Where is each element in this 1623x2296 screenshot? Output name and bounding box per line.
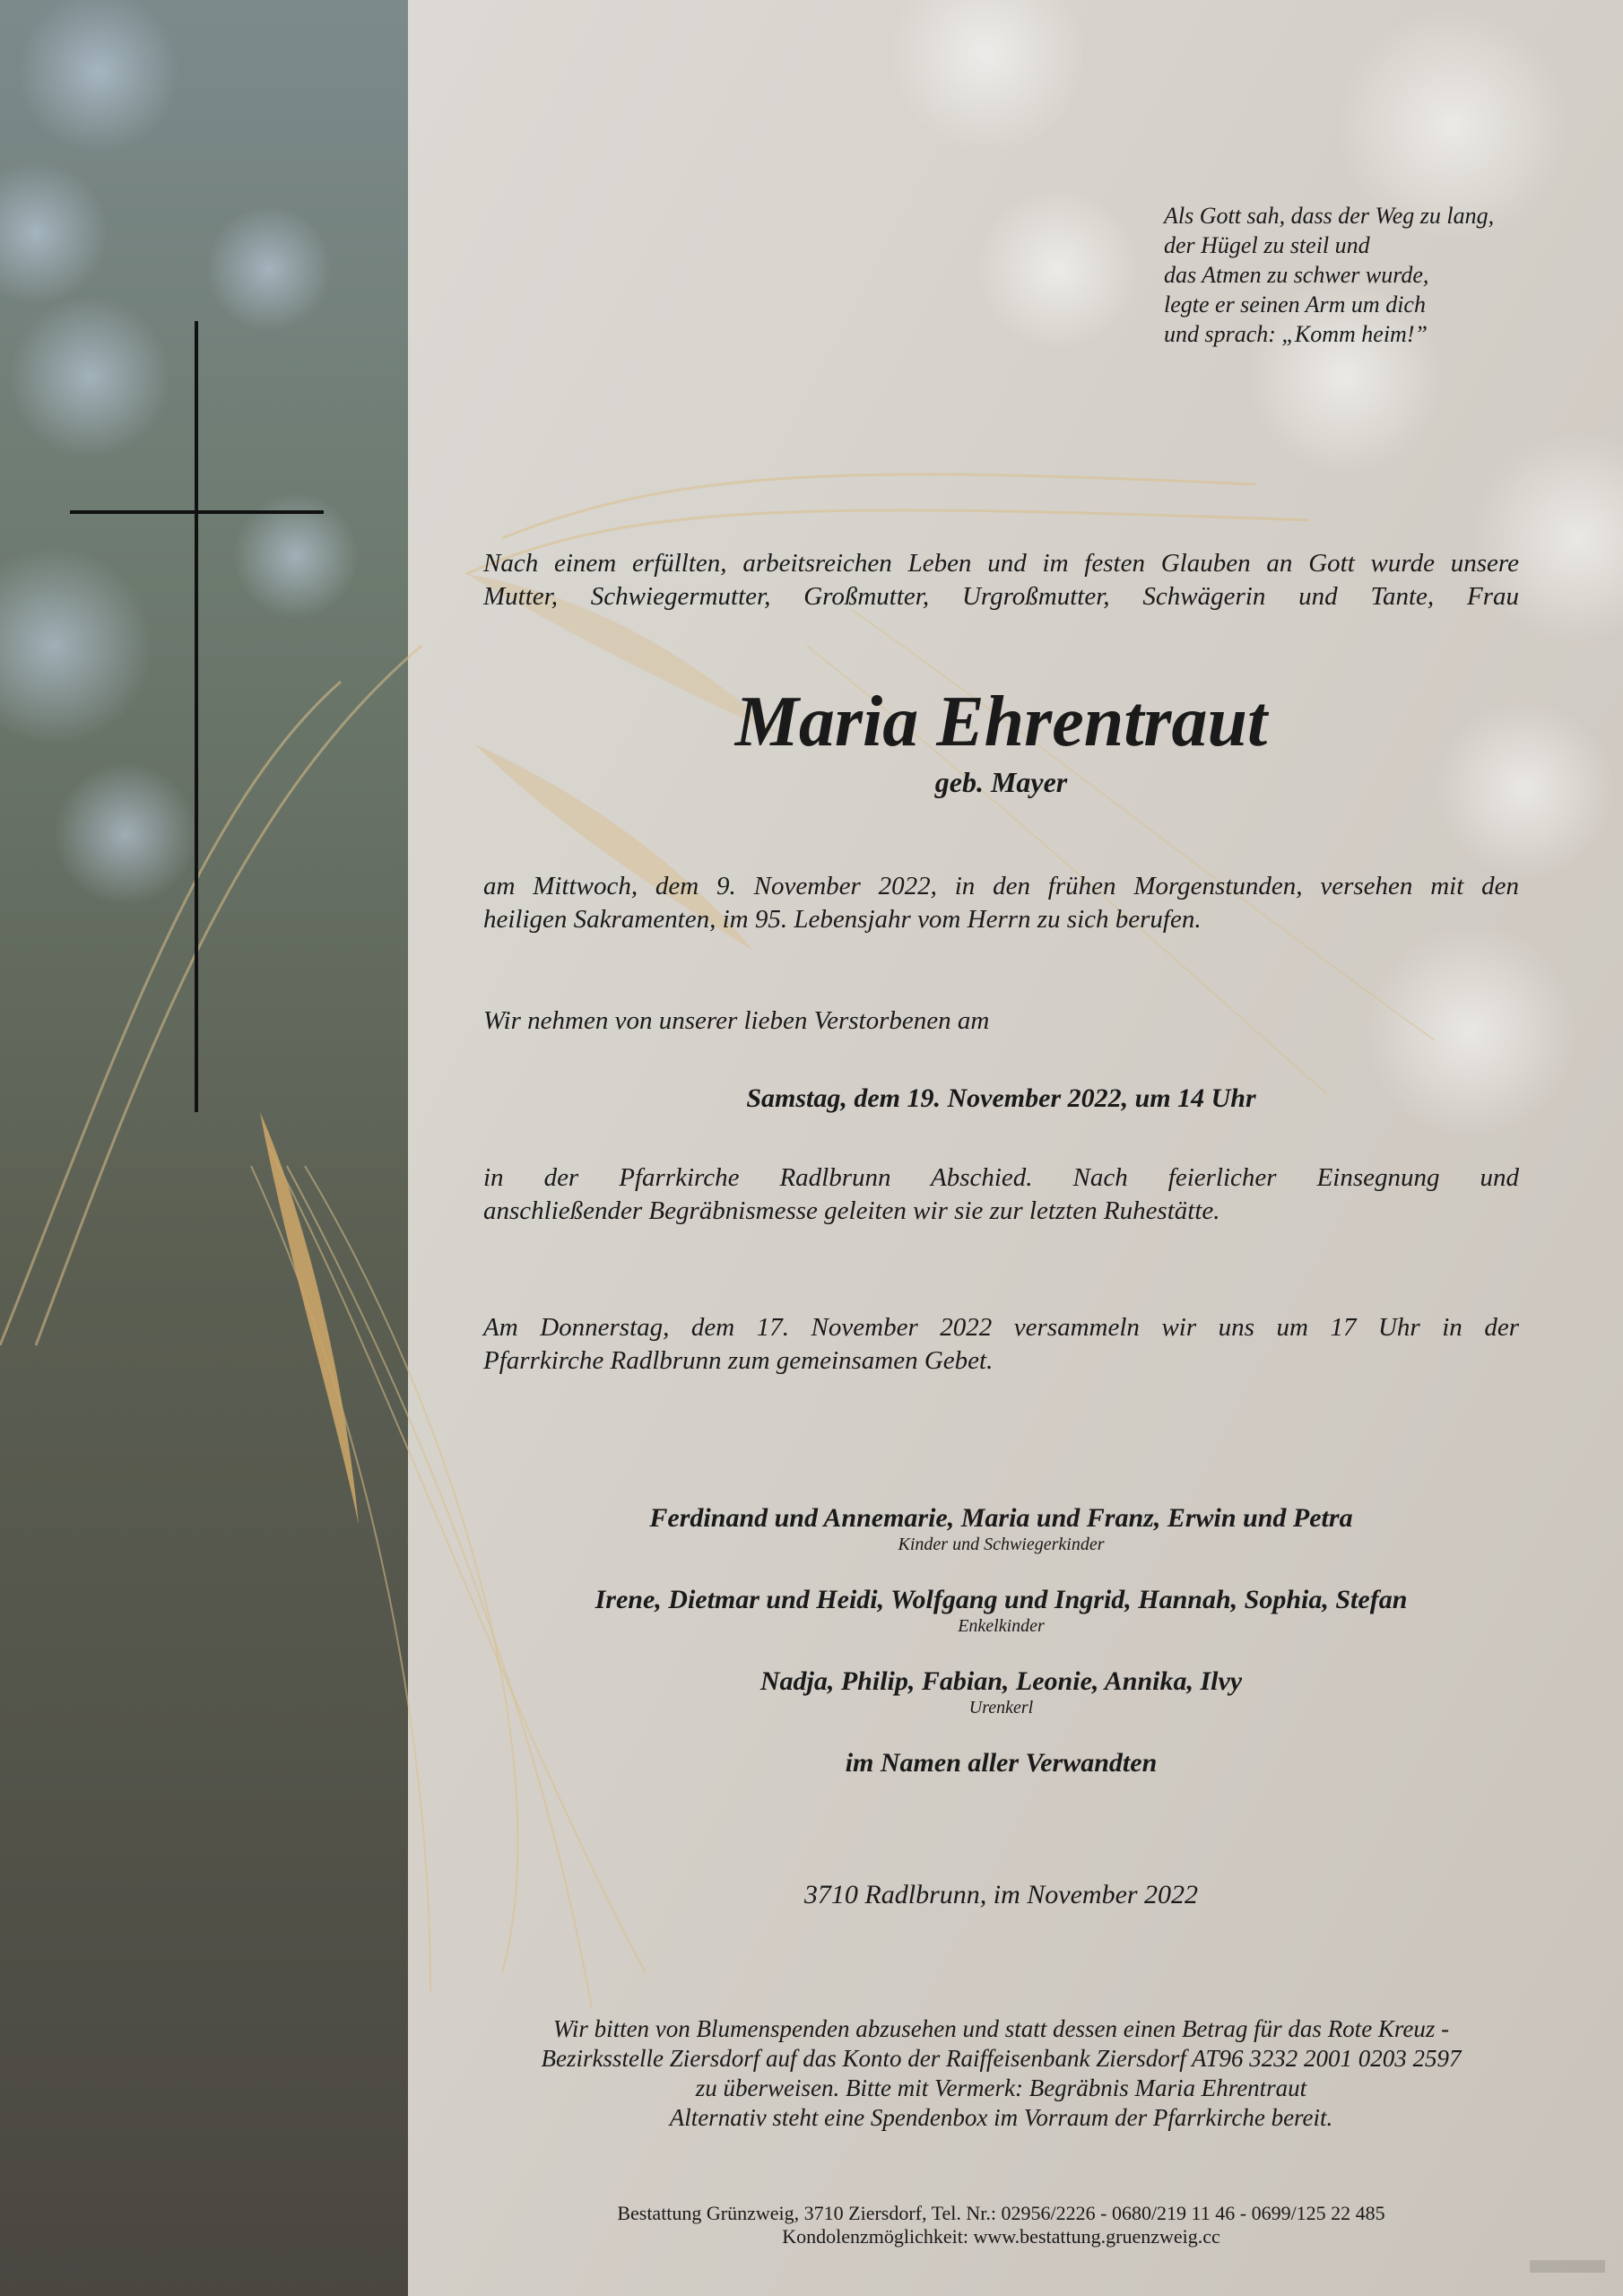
donation-line: Alternativ steht eine Spendenbox im Vorraum der Pfarrkirche bereit.	[669, 2104, 1333, 2131]
poem-line: legte er seinen Arm um dich	[1164, 291, 1426, 317]
poem	[1164, 201, 1576, 349]
mourner-relation: Urenkerl	[968, 1698, 1034, 1718]
donation-line: Bezirksstelle Ziersdorf auf das Konto der Raiffeisenbank Ziersdorf AT96 3232 2001 0203 2597	[541, 2045, 1462, 2072]
death-notice-line: am Mittwoch, dem 9. November 2022, in den frühen Morgenstunden, versehen mit den	[483, 872, 1519, 900]
donation-line: Wir bitten von Blumenspenden abzusehen und statt dessen einen Betrag für das Rote Kreuz -	[552, 2015, 1450, 2042]
mourner-names: Irene, Dietmar und Heidi, Wolfgang und Ingrid, Hannah, Sophia, Stefan	[595, 1585, 1408, 1614]
footer-website: Kondolenzmöglichkeit: www.bestattung.gruenzweig.cc	[782, 2225, 1220, 2248]
farewell-details-paragraph	[483, 1161, 1519, 1228]
mourner-names: Ferdinand und Annemarie, Maria und Franz, Erwin und Petra	[649, 1503, 1353, 1533]
funeral-home-footer	[483, 2202, 1519, 2248]
mourner-group	[483, 1665, 1519, 1718]
cross-icon-vertical-bar	[195, 321, 198, 1112]
signoff: im Namen aller Verwandten	[845, 1748, 1158, 1778]
maiden-name: geb. Mayer	[934, 766, 1068, 798]
funeral-date: Samstag, dem 19. November 2022, um 14 Uhr	[746, 1083, 1256, 1113]
deceased-name: Maria Ehrentraut	[734, 683, 1268, 761]
prayer-paragraph	[483, 1311, 1519, 1378]
mourner-group	[483, 1584, 1519, 1636]
donation-line: zu überweisen. Bitte mit Vermerk: Begräbnis Maria Ehrentraut	[695, 2074, 1307, 2101]
farewell-intro-line: Wir nehmen von unserer lieben Verstorbenen am	[483, 1006, 990, 1035]
donation-notice	[483, 2014, 1519, 2133]
place-date: 3710 Radlbrunn, im November 2022	[803, 1880, 1199, 1909]
intro-line: Nach einem erfüllten, arbeitsreichen Leben und im festen Glauben an Gott wurde unsere	[483, 549, 1519, 578]
poem-line: das Atmen zu schwer wurde,	[1164, 262, 1429, 288]
cross-icon-horizontal-bar	[70, 510, 324, 514]
mourner-relation: Enkelkinder	[958, 1616, 1045, 1636]
prayer-line: Am Donnerstag, dem 17. November 2022 versammeln wir uns um 17 Uhr in der	[483, 1313, 1519, 1342]
death-notice-paragraph	[483, 870, 1519, 936]
death-notice-line: heiligen Sakramenten, im 95. Lebensjahr vom Herrn zu sich berufen.	[483, 905, 1202, 934]
intro-paragraph	[483, 547, 1519, 613]
mourner-group	[483, 1502, 1519, 1554]
poem-line: der Hügel zu steil und	[1164, 232, 1370, 258]
mourner-names: Nadja, Philip, Fabian, Leonie, Annika, Ilvy	[759, 1666, 1243, 1696]
poem-line: und sprach: „Komm heim!”	[1164, 321, 1428, 347]
farewell-intro	[483, 1004, 1519, 1038]
poem-line: Als Gott sah, dass der Weg zu lang,	[1164, 203, 1495, 229]
mourner-relation: Kinder und Schwiegerkinder	[898, 1535, 1105, 1554]
intro-line: Mutter, Schwiegermutter, Großmutter, Urgroßmutter, Schwägerin und Tante, Frau	[483, 582, 1519, 611]
farewell-details-line: in der Pfarrkirche Radlbrunn Abschied. Nach feierlicher Einsegnung und	[483, 1163, 1519, 1192]
prayer-line: Pfarrkirche Radlbrunn zum gemeinsamen Gebet.	[483, 1346, 994, 1375]
footer-contact: Bestattung Grünzweig, 3710 Ziersdorf, Tel. Nr.: 02956/2226 - 0680/219 11 46 - 0699/125 22 485	[617, 2202, 1385, 2224]
farewell-details-line: anschließender Begräbnismesse geleiten wir sie zur letzten Ruhestätte.	[483, 1196, 1220, 1225]
